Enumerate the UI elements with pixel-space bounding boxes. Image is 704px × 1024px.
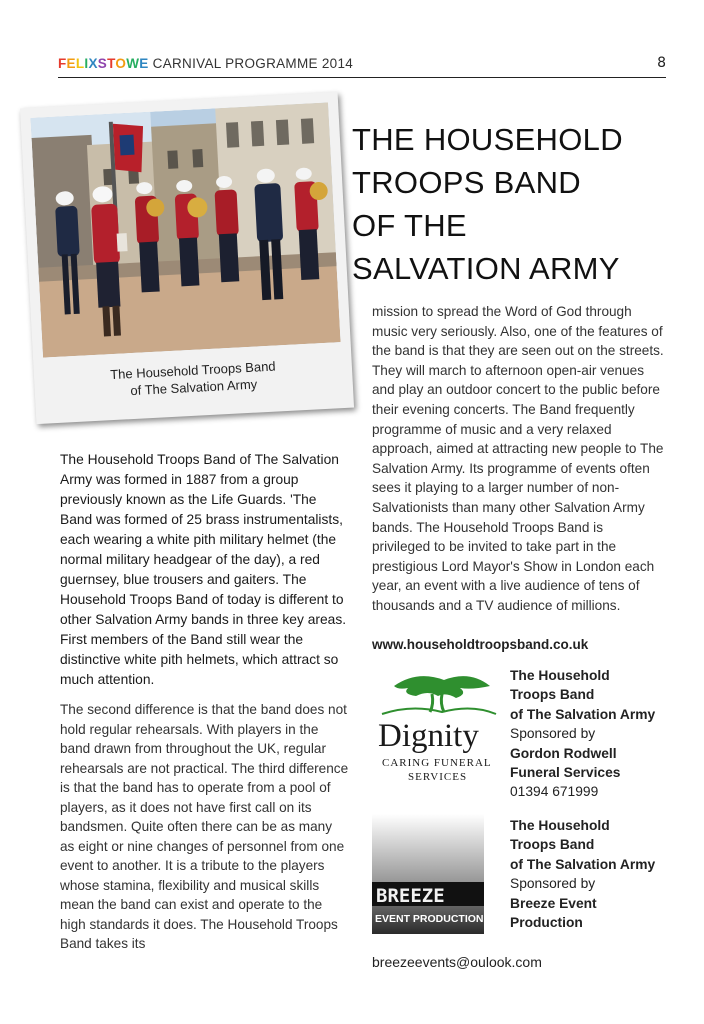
page-header bbox=[58, 52, 666, 78]
photo-card bbox=[20, 92, 354, 424]
sp2-line-2: Troops Band bbox=[510, 837, 595, 853]
lead-paragraph: The Household Troops Band of The Salvation Army was formed in 1887 from a group previously known as the Life Guards. 'The Band was formed of 25 brass instrumentalists, each wearing a white pith military helmet (the normal military headgear of the day), a red guernsey, blue trousers and gaiters. The Household Troops Band of today is different to other Salvation Army bands in three key areas. First members of the Band still wear the distinctive white pith helmets, which attract so much attention. bbox=[60, 452, 347, 687]
dignity-wordmark: Dignity bbox=[378, 718, 479, 754]
photo-caption bbox=[34, 354, 353, 405]
article-column-right bbox=[372, 302, 664, 616]
sp2-line-1: The Household bbox=[510, 818, 610, 833]
sp2-line-3: of The Salvation Army bbox=[510, 856, 656, 872]
brand-letter: I bbox=[84, 56, 89, 71]
band-website-link[interactable]: www.householdtroopsband.co.uk bbox=[372, 637, 589, 652]
breeze-logo bbox=[372, 814, 484, 934]
sp2-line-6: Production bbox=[510, 915, 583, 931]
brand-letter: E bbox=[66, 56, 76, 71]
brand-letter: L bbox=[75, 56, 85, 71]
brand-letter: E bbox=[139, 56, 149, 71]
brand-felixstowe bbox=[58, 56, 149, 71]
brand-letter: W bbox=[126, 56, 140, 71]
page-number: 8 bbox=[657, 55, 666, 71]
sp1-line-2: Troops Band bbox=[510, 687, 595, 703]
title-line-1: THE HOUSEHOLD bbox=[352, 122, 623, 157]
dignity-tree-logo bbox=[372, 664, 502, 802]
brand-rest: CARNIVAL PROGRAMME 2014 bbox=[152, 56, 354, 71]
brand-letter: F bbox=[58, 56, 67, 71]
breeze-logo-graphic bbox=[372, 814, 484, 934]
caption-line-2: of The Salvation Army bbox=[130, 376, 258, 399]
sp1-line-6: Funeral Services bbox=[510, 765, 621, 781]
caption-line-1: The Household Troops Band bbox=[109, 358, 276, 383]
brand-letter: S bbox=[97, 56, 108, 71]
sp2-line-4: Sponsored by bbox=[510, 876, 596, 892]
dignity-sub2: SERVICES bbox=[408, 771, 468, 783]
title-line-3: OF THE bbox=[352, 208, 467, 243]
title-line-4: SALVATION ARMY bbox=[352, 251, 620, 286]
article-column-left bbox=[60, 450, 350, 964]
brand-letter: O bbox=[115, 56, 127, 71]
sp1-line-3: of The Salvation Army bbox=[510, 706, 656, 722]
sponsor-2-text bbox=[510, 816, 655, 932]
dignity-logo bbox=[372, 664, 502, 802]
sponsor-1-text bbox=[510, 666, 655, 802]
title-line-2: TROOPS BAND bbox=[352, 165, 581, 200]
sp1-phone: 01394 671999 bbox=[510, 784, 599, 800]
sp1-line-4: Sponsored by bbox=[510, 726, 596, 742]
programme-title bbox=[58, 56, 353, 71]
article-title bbox=[352, 118, 672, 290]
body-paragraph: The second difference is that the band does not hold regular rehearsals. With players in the band drawn from throughout the UK, regular rehearsals are not practical. The third difference is that the band has to operate from a pool of players, as it does not have first call on its bandsmen. Quite often there can be as many as eight or nine changes of personnel from one event to another. It is a tribute to the players whose stamina, flexibility and musical skills mean the band can exist and operate to the high standards it does. The Household Troops Band takes its bbox=[60, 702, 349, 951]
sp1-line-1: The Household bbox=[510, 668, 610, 683]
breeze-subtitle: EVENT PRODUCTION bbox=[375, 913, 484, 925]
band-photo-illustration bbox=[30, 102, 340, 357]
dignity-sub1: CARING FUNERAL bbox=[382, 757, 492, 769]
header-rule bbox=[58, 77, 666, 78]
brand-letter: X bbox=[88, 56, 98, 71]
sp1-line-5: Gordon Rodwell bbox=[510, 745, 617, 761]
breeze-email-link[interactable]: breezeevents@oulook.com bbox=[372, 954, 542, 970]
band-photo bbox=[30, 102, 340, 357]
continued-paragraph: mission to spread the Word of God through music very seriously. Also, one of the features of the band is that they are seen out on the streets. They will march to afternoon open-air venues and play an outdoor concert to the public before their evening concerts. The Band frequently programme of music and a very relaxed approach, aimed at attracting new people to The Salvation Army. Its programme of events often sees it playing to a larger number of non-Salvationists than many other Salvation Army bands. The Household Troops Band is privileged to be invited to take part in the prestigious Lord Mayor's Show in London each year, an event with a live audience of tens of thousands and a TV audience of millions. bbox=[372, 304, 664, 613]
sp2-line-5: Breeze Event bbox=[510, 895, 597, 911]
breeze-wordmark: BREEZE bbox=[376, 885, 445, 907]
brand-letter: T bbox=[107, 56, 116, 71]
